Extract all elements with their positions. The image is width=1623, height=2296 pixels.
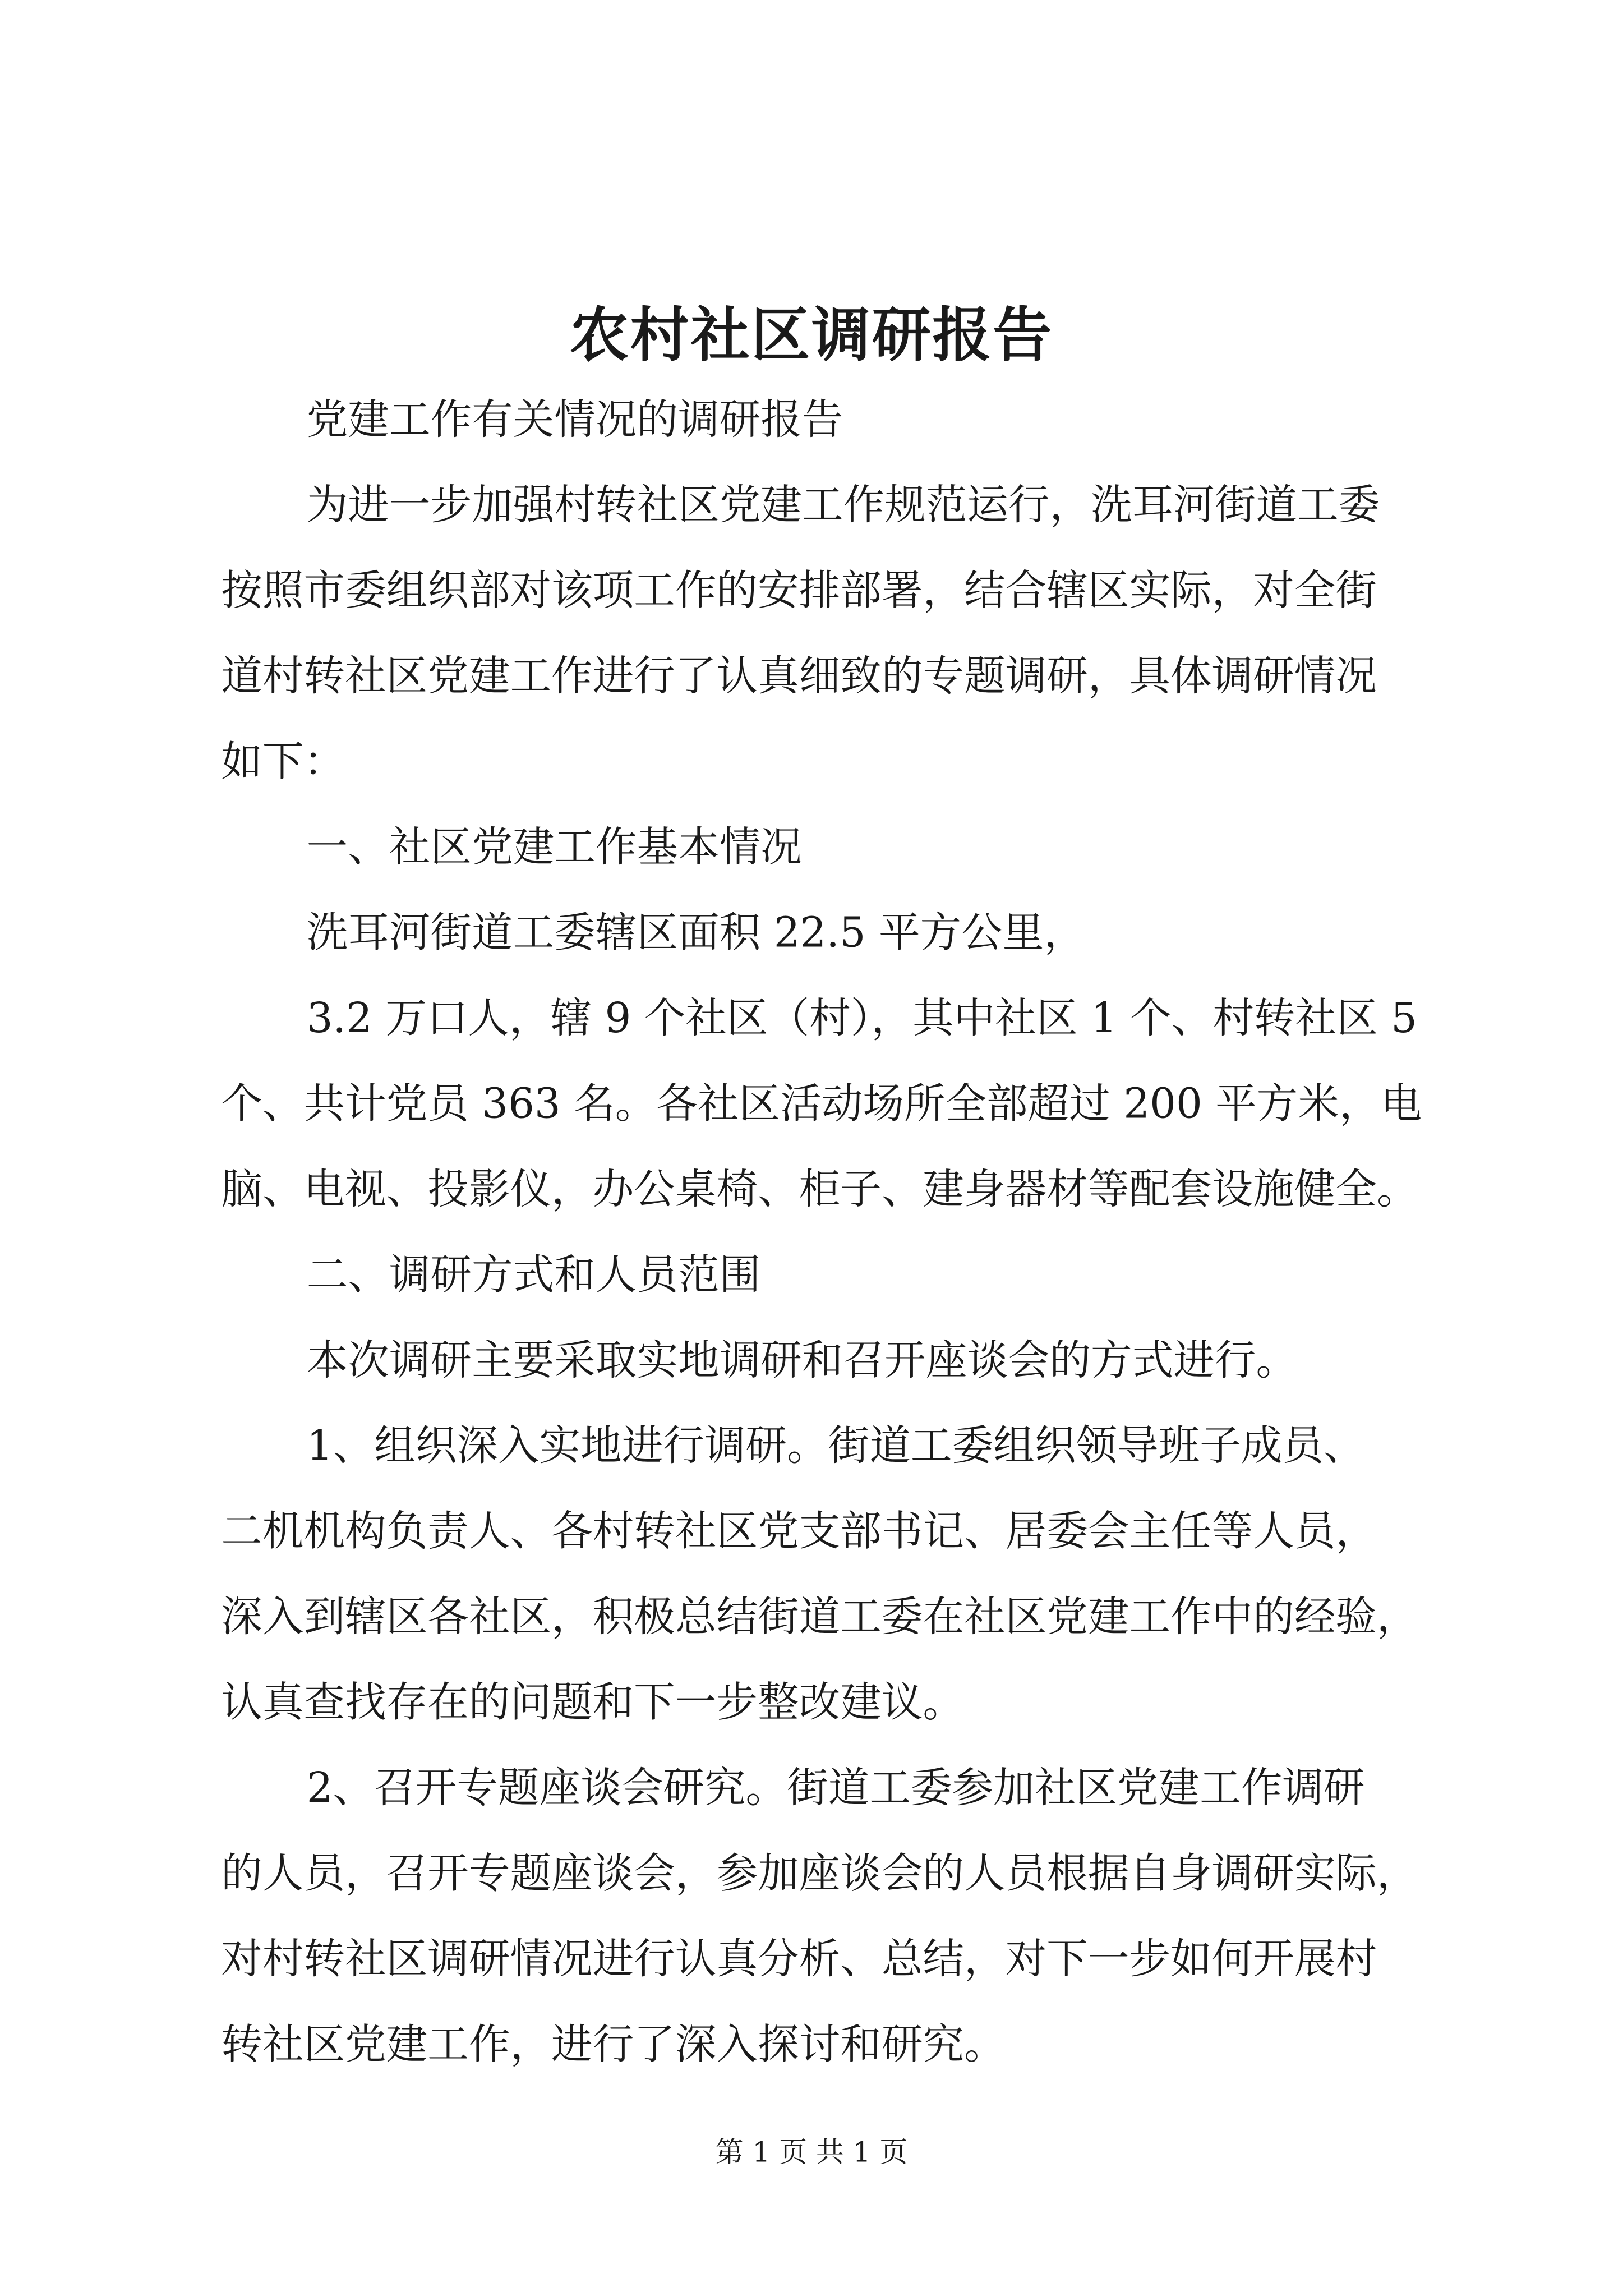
body-line: 的人员，召开专题座谈会，参加座谈会的人员根据自身调研实际，	[221, 1849, 1418, 1898]
body-line: 脑、电视、投影仪，办公桌椅、柜子、建身器材等配套设施健全。	[221, 1165, 1418, 1214]
document-title: 农村社区调研报告	[569, 301, 1054, 370]
body-line: 道村转社区党建工作进行了认真细致的专题调研，具体调研情况	[221, 651, 1377, 701]
section-heading: 一、社区党建工作基本情况	[306, 822, 802, 872]
body-line: 转社区党建工作，进行了深入探讨和研究。	[221, 2020, 1006, 2069]
body-line: 3.2 万口人，辖 9 个社区（村），其中社区 1 个、村转社区 5	[306, 993, 1418, 1043]
body-line: 按照市委组织部对该项工作的安排部署，结合辖区实际，对全街	[221, 566, 1377, 615]
section-heading: 二、调研方式和人员范围	[306, 1250, 761, 1299]
body-line: 洗耳河街道工委辖区面积 22.5 平方公里，	[306, 908, 1085, 957]
subtitle-line: 党建工作有关情况的调研报告	[306, 395, 843, 444]
body-line: 2、召开专题座谈会研究。街道工委参加社区党建工作调研	[306, 1763, 1365, 1812]
body-line: 个、共计党员 363 名。各社区活动场所全部超过 200 平方米，电	[221, 1079, 1422, 1128]
body-line: 为进一步加强村转社区党建工作规范运行，洗耳河街道工委	[306, 480, 1380, 530]
body-line: 如下：	[221, 737, 345, 786]
body-line: 二机机构负责人、各村转社区党支部书记、居委会主任等人员，	[221, 1507, 1377, 1556]
page-footer: 第 1 页 共 1 页	[715, 2136, 908, 2169]
body-line: 对村转社区调研情况进行认真分析、总结，对下一步如何开展村	[221, 1934, 1377, 1984]
body-line: 认真查找存在的问题和下一步整改建议。	[221, 1678, 965, 1727]
body-line: 1、组织深入实地进行调研。街道工委组织领导班子成员、	[306, 1421, 1365, 1470]
body-line: 本次调研主要采取实地调研和召开座谈会的方式进行。	[306, 1336, 1298, 1385]
body-line: 深入到辖区各社区，积极总结街道工委在社区党建工作中的经验，	[221, 1592, 1418, 1641]
